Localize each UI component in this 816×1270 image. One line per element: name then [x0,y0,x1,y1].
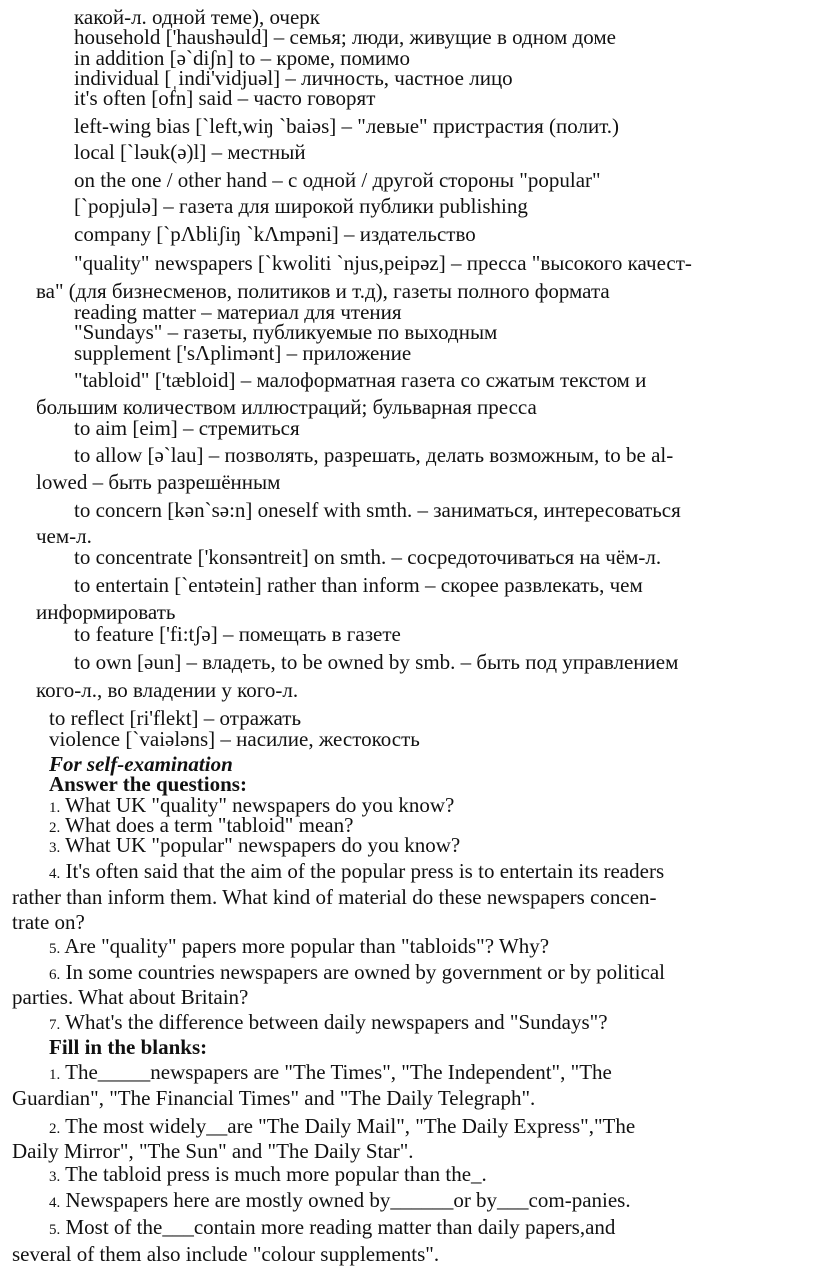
blank-text: The_____newspapers are "The Times", "The Independent", "The [65,1060,612,1084]
vocab-line: чем-л. [36,524,92,548]
question-number: 2. [49,820,61,836]
vocab-line: "quality" newspapers [`kwoliti `njus,peipəz] – пресса "высокого качест- [74,251,692,275]
vocab-line: to feature ['fi:tʃə] – помещать в газете [74,622,401,646]
blank-item [49,1114,635,1141]
vocab-line: reading matter – материал для чтения [74,300,402,324]
blank-continuation: Guardian", "The Financial Times" and "The Daily Telegraph". [12,1086,536,1110]
blank-number: 3. [49,1169,61,1185]
vocab-line: supplement ['sΛplimənt] – приложение [74,341,412,365]
question-text: What UK "popular" newspapers do you know? [65,833,461,857]
question-number: 4. [49,866,61,882]
vocab-line: "Sundays" – газеты, публикуемые по выходным [74,320,498,344]
vocab-line: большим количеством иллюстраций; бульварная пресса [36,395,537,419]
question-number: 5. [49,941,61,957]
vocab-line: violence [`vaiələns] – насилие, жестокость [49,727,420,751]
question-item [49,960,665,987]
question-continuation: trate on? [12,910,85,934]
vocab-line: [`popjulə] – газета для широкой публики publishing [74,194,528,218]
question-item [49,1010,608,1037]
vocab-line: to reflect [ri'flekt] – отражать [49,706,302,730]
question-text: What UK "quality" newspapers do you know? [65,793,455,817]
question-item [49,859,664,886]
answer-questions-heading: Answer the questions: [49,772,247,796]
blank-text: Most of the___contain more reading matter than daily papers,and [65,1215,616,1239]
vocab-line: on the one / other hand – с одной / другой стороны "popular" [74,168,601,192]
vocab-line: household ['haushəuld] – семья; люди, живущие в одном доме [74,25,616,49]
blank-number: 4. [49,1195,61,1211]
vocab-line: local [`ləuk(ə)l] – местный [74,140,306,164]
question-number: 1. [49,800,61,816]
blank-item [49,1162,487,1189]
vocab-line: to own [əun] – владеть, to be owned by smb. – быть под управлением [74,650,679,674]
vocab-line: какой-л. одной теме), очерк [74,5,321,29]
self-exam-heading: For self-examination [49,752,233,776]
vocab-line: to allow [ə`lau] – позволять, разрешать, делать возможным, to be al- [74,443,674,467]
vocab-line: ва" (для бизнесменов, политиков и т.д), газеты полного формата [36,279,610,303]
blank-item [49,1215,615,1242]
question-number: 3. [49,840,61,856]
question-text: Are "quality" papers more popular than "tabloids"? Why? [64,934,550,958]
question-item [49,934,549,961]
vocab-line: left-wing bias [`left,wiŋ `baiəs] – "левые" пристрастия (полит.) [74,114,620,138]
question-text: In some countries newspapers are owned by government or by political [65,960,665,984]
blank-item [49,1060,612,1087]
fill-blanks-heading: Fill in the blanks: [49,1035,208,1059]
vocab-line: it's often [ofn] said – часто говорят [74,86,376,110]
vocab-line: to entertain [`entətein] rather than inform – скорее развлекать, чем [74,573,643,597]
vocab-line: to aim [eim] – стремиться [74,416,300,440]
blank-item [49,1188,631,1215]
question-number: 7. [49,1017,61,1033]
vocab-line: кого-л., во владении у кого-л. [36,678,299,702]
blank-text: Newspapers here are mostly owned by______or by___com-panies. [65,1188,631,1212]
blank-continuation: Daily Mirror", "The Sun" and "The Daily Star". [12,1139,414,1163]
vocab-line: company [`pΛbliʃiŋ `kΛmpəni] – издательство [74,222,476,246]
vocab-line: to concentrate ['konsəntreit] on smth. – сосредоточиваться на чём-л. [74,545,662,569]
question-text: What does a term "tabloid" mean? [65,813,354,837]
vocab-line: in addition [ə`diʃn] to – кроме, помимо [74,46,410,70]
vocab-line: individual [ˌindi'vidjuəl] – личность, частное лицо [74,66,513,90]
blank-number: 2. [49,1121,61,1137]
blank-number: 1. [49,1067,61,1083]
vocab-line: lowed – быть разрешённым [36,470,281,494]
question-text: What's the difference between daily newspapers and "Sundays"? [65,1010,608,1034]
question-text: It's often said that the aim of the popular press is to entertain its readers [65,859,665,883]
question-continuation: parties. What about Britain? [12,985,249,1009]
vocab-line: информировать [36,600,176,624]
question-item [49,833,460,860]
vocab-line: "tabloid" ['tæbloid] – малоформатная газета со сжатым текстом и [74,368,647,392]
blank-number: 5. [49,1222,61,1238]
question-continuation: rather than inform them. What kind of material do these newspapers concen- [12,885,657,909]
blank-text: The most widely__are "The Daily Mail", "The Daily Express","The [65,1114,636,1138]
question-number: 6. [49,967,61,983]
vocab-line: to concern [kən`sə:n] oneself with smth. – заниматься, интересоваться [74,498,681,522]
blank-text: The tabloid press is much more popular than the_. [65,1162,487,1186]
blank-continuation: several of them also include "colour supplements". [12,1242,440,1266]
